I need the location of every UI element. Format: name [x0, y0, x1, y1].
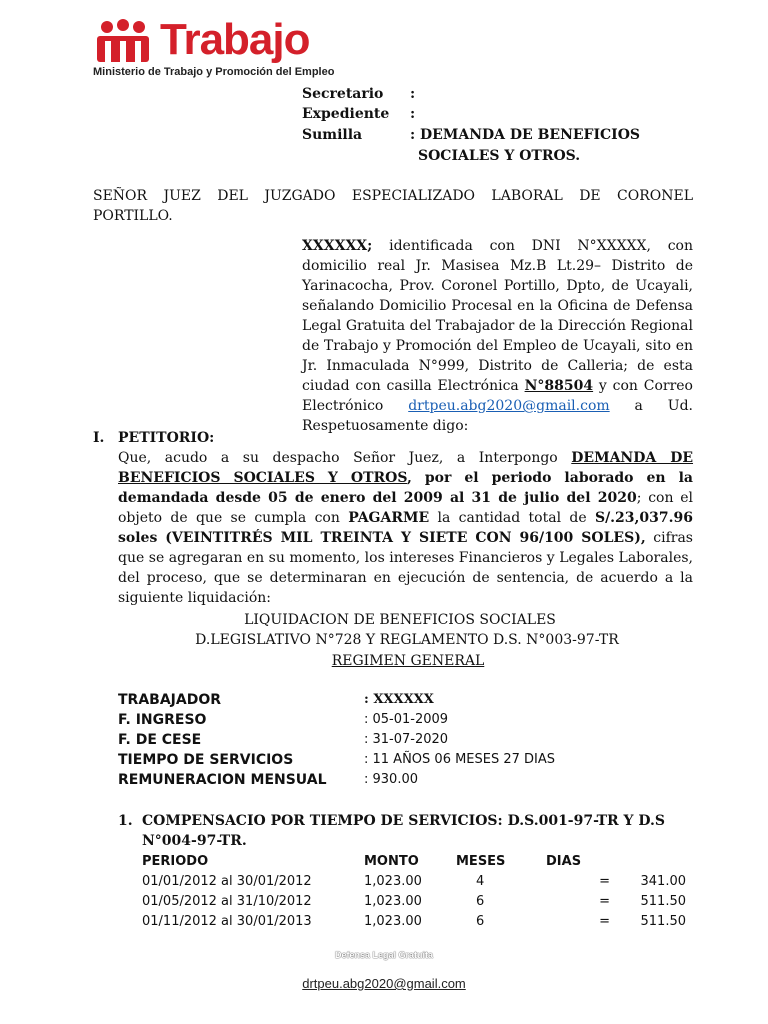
liquidacion-subtitle: D.LEGISLATIVO N°728 Y REGLAMENTO D.S. N°003-97-TR [195, 632, 619, 648]
field-label: F. DE CESE [118, 732, 202, 748]
period-text: , por el periodo laborado en la demandada desde 05 de enero del 2009 al 31 de julio del 2020 [118, 470, 693, 506]
periodo-cell: 01/11/2012 al 30/01/2013 [142, 913, 312, 929]
field-label: TIEMPO DE SERVICIOS [118, 752, 294, 768]
plaintiff-name: XXXXXX; [302, 238, 373, 254]
field-value: : 05-01-2009 [364, 712, 449, 727]
secretario-value: : [410, 86, 416, 102]
expediente-label: Expediente [302, 106, 390, 122]
field-value: : 11 AÑOS 06 MESES 27 DIAS [364, 752, 556, 767]
email-link[interactable]: drtpeu.abg2020@gmail.com [408, 398, 610, 414]
case-info-block [0, 84, 768, 164]
petitorio-text-2: ; con el objeto de que se cumpla con [118, 490, 694, 526]
petitorio-title: PETITORIO: [118, 430, 215, 446]
cts-table [142, 851, 686, 931]
field-label: TRABAJADOR [118, 692, 222, 708]
ministry-logo-icon [93, 19, 153, 65]
petitorio-number: I. [93, 430, 105, 446]
logo-subtitle: Ministerio de Trabajo y Promoción del Empleo [93, 66, 335, 78]
intro-text-1: identificada con DNI N°XXXXX, con domicilio real Jr. Masisea Mz.B Lt.29– Distrito de Yarinacocha, Prov. Coronel Portillo, Dpto, de Ucayali, señalando Domicilio Procesal en la Oficina de Defensa Legal Gratuita del Trabajador de la Dirección Regional de Trabajo y Promoción del Empleo de Ucayali, sito en Jr. Inmaculada N°999, Distrito de Calleria; de esta ciudad con casilla Electrónica [302, 238, 693, 394]
table-row [142, 911, 686, 931]
liquidacion-title: LIQUIDACION DE BENEFICIOS SOCIALES [244, 612, 556, 628]
meses-cell: 6 [476, 913, 485, 929]
pagarme-text: PAGARME [348, 510, 430, 526]
sumilla-value-line2: SOCIALES Y OTROS. [418, 148, 581, 164]
demand-title: DEMANDA DE BENEFICIOS SOCIALES Y OTROS [118, 450, 694, 486]
secretario-label: Secretario [302, 86, 384, 102]
equals-cell: = [599, 873, 610, 889]
casilla-number: N°88504 [524, 378, 594, 394]
monto-cell: 1,023.00 [364, 873, 422, 889]
meses-cell: 4 [476, 873, 485, 889]
expediente-value: : [410, 106, 416, 122]
addressee-line: SEÑOR JUEZ DEL JUZGADO ESPECIALIZADO LABORAL DE CORONEL PORTILLO. [93, 188, 693, 224]
table-header-row [142, 851, 686, 871]
column-header: MESES [456, 853, 506, 869]
footer-office: Defensa Legal Gratuita [334, 950, 434, 960]
regimen-title: REGIMEN GENERAL [331, 653, 485, 669]
field-value: : 31-07-2020 [364, 732, 449, 747]
periodo-cell: 01/01/2012 al 30/01/2012 [142, 873, 312, 889]
intro-paragraph [302, 236, 693, 436]
total-cell: 511.50 [640, 913, 686, 929]
logo-wordmark: Trabajo [160, 15, 310, 64]
petitorio-text-3: la cantidad total de [429, 510, 595, 526]
table-row [142, 871, 686, 891]
field-value: : 930.00 [364, 772, 418, 787]
worker-fields [0, 690, 768, 795]
cts-number: 1. [118, 813, 133, 829]
intro-text-2: y con Correo Electrónico [302, 378, 693, 414]
column-header: DIAS [546, 853, 582, 869]
footer-email[interactable]: drtpeu.abg2020@gmail.com [302, 976, 466, 991]
equals-cell: = [599, 893, 610, 909]
petitorio-text-1: Que, acudo a su despacho Señor Juez, a Interpongo [118, 450, 572, 466]
field-label: REMUNERACION MENSUAL [118, 772, 327, 788]
table-row [142, 891, 686, 911]
sumilla-label: Sumilla [302, 127, 363, 143]
column-header: MONTO [364, 853, 419, 869]
field-value: : XXXXXX [364, 692, 434, 707]
meses-cell: 6 [476, 893, 485, 909]
petitorio-paragraph [118, 448, 693, 608]
equals-cell: = [599, 913, 610, 929]
cts-title: COMPENSACIO POR TIEMPO DE SERVICIOS: D.S.001-97-TR Y D.S N°004-97-TR. [142, 813, 666, 849]
total-cell: 511.50 [640, 893, 686, 909]
sumilla-value-line1: : DEMANDA DE BENEFICIOS [410, 127, 641, 143]
total-amount: S/.23,037.96 soles (VEINTITRÉS MIL TREINTA Y SIETE CON 96/100 SOLES), [118, 510, 693, 546]
monto-cell: 1,023.00 [364, 913, 422, 929]
periodo-cell: 01/05/2012 al 31/10/2012 [142, 893, 312, 909]
petitorio-text-4: cifras que se agregaran en su momento, los intereses Financieros y Legales Laborales, del proceso, que se determinaran en ejecución de sentencia, de acuerdo a la siguiente liquidación: [118, 530, 693, 606]
monto-cell: 1,023.00 [364, 893, 422, 909]
total-cell: 341.00 [640, 873, 686, 889]
intro-text-3: a Ud. Respetuosamente digo: [302, 398, 693, 434]
field-label: F. INGRESO [118, 712, 207, 728]
column-header: PERIODO [142, 853, 209, 869]
